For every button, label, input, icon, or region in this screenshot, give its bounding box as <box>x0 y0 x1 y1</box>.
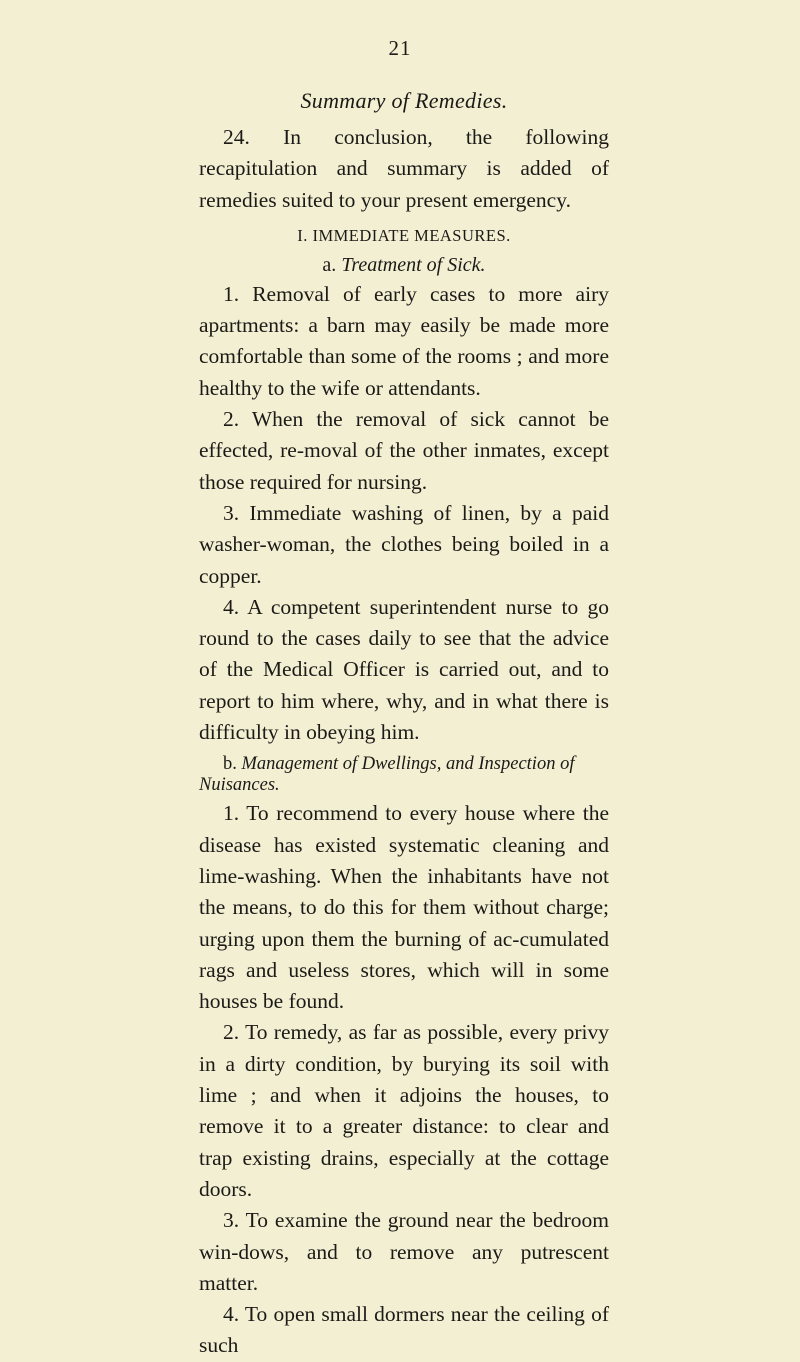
text-block <box>199 88 609 1362</box>
subsection-a-item: 3. Immediate washing of linen, by a paid washer-woman, the clothes being boiled in a copper. <box>199 500 609 588</box>
subsection-b-heading <box>199 754 609 796</box>
subsection-b-item: 2. To remedy, as far as possible, every privy in a dirty condition, by burying its soil with lime ; and when it adjoins the houses, to remove it to a greater distance: to clear and trap existing drains, especially at the cottage doors. <box>199 1020 609 1201</box>
intro-paragraph: 24. In conclusion, the following recapitulation and summary is added of remedies suited to your present emergency. <box>199 125 609 212</box>
subsection-b-title: Management of Dwellings, and Inspection of Nuisances. <box>199 754 575 796</box>
subsection-b-item: 1. To recommend to every house where the disease has existed systematic cleaning and lime-washing. When the inhabitants have not the means, to do this for them without charge; urging upon them the burning of ac-cumulated rags and useless stores, which will in some houses be found. <box>199 801 609 1014</box>
subsection-b-item: 4. To open small dormers near the ceiling of such <box>199 1302 609 1358</box>
subsection-a-letter: a. <box>322 253 337 276</box>
subsection-a-item: 4. A competent superintendent nurse to go round to the cases daily to see that the advice of the Medical Officer is carried out, and to report to him where, why, and in what there is difficulty in obeying him. <box>199 594 609 745</box>
subsection-b-item: 3. To examine the ground near the bedroom win-dows, and to remove any putrescent matter. <box>199 1208 609 1295</box>
subsection-a-heading <box>199 254 609 277</box>
subsection-a-item: 2. When the removal of sick cannot be effected, re-moval of the other inmates, except those required for nursing. <box>199 407 609 494</box>
subsection-a-title: Treatment of Sick. <box>341 253 486 276</box>
page-number: 21 <box>388 36 412 60</box>
section-heading: I. IMMEDIATE MEASURES. <box>297 225 511 245</box>
subsection-a-item: 1. Removal of early cases to more airy apartments: a barn may easily be made more comfortable than some of the rooms ; and more healthy to the wife or attendants. <box>199 281 609 400</box>
subsection-b-letter: b. <box>223 754 237 775</box>
chapter-title: Summary of Remedies. <box>300 88 508 113</box>
